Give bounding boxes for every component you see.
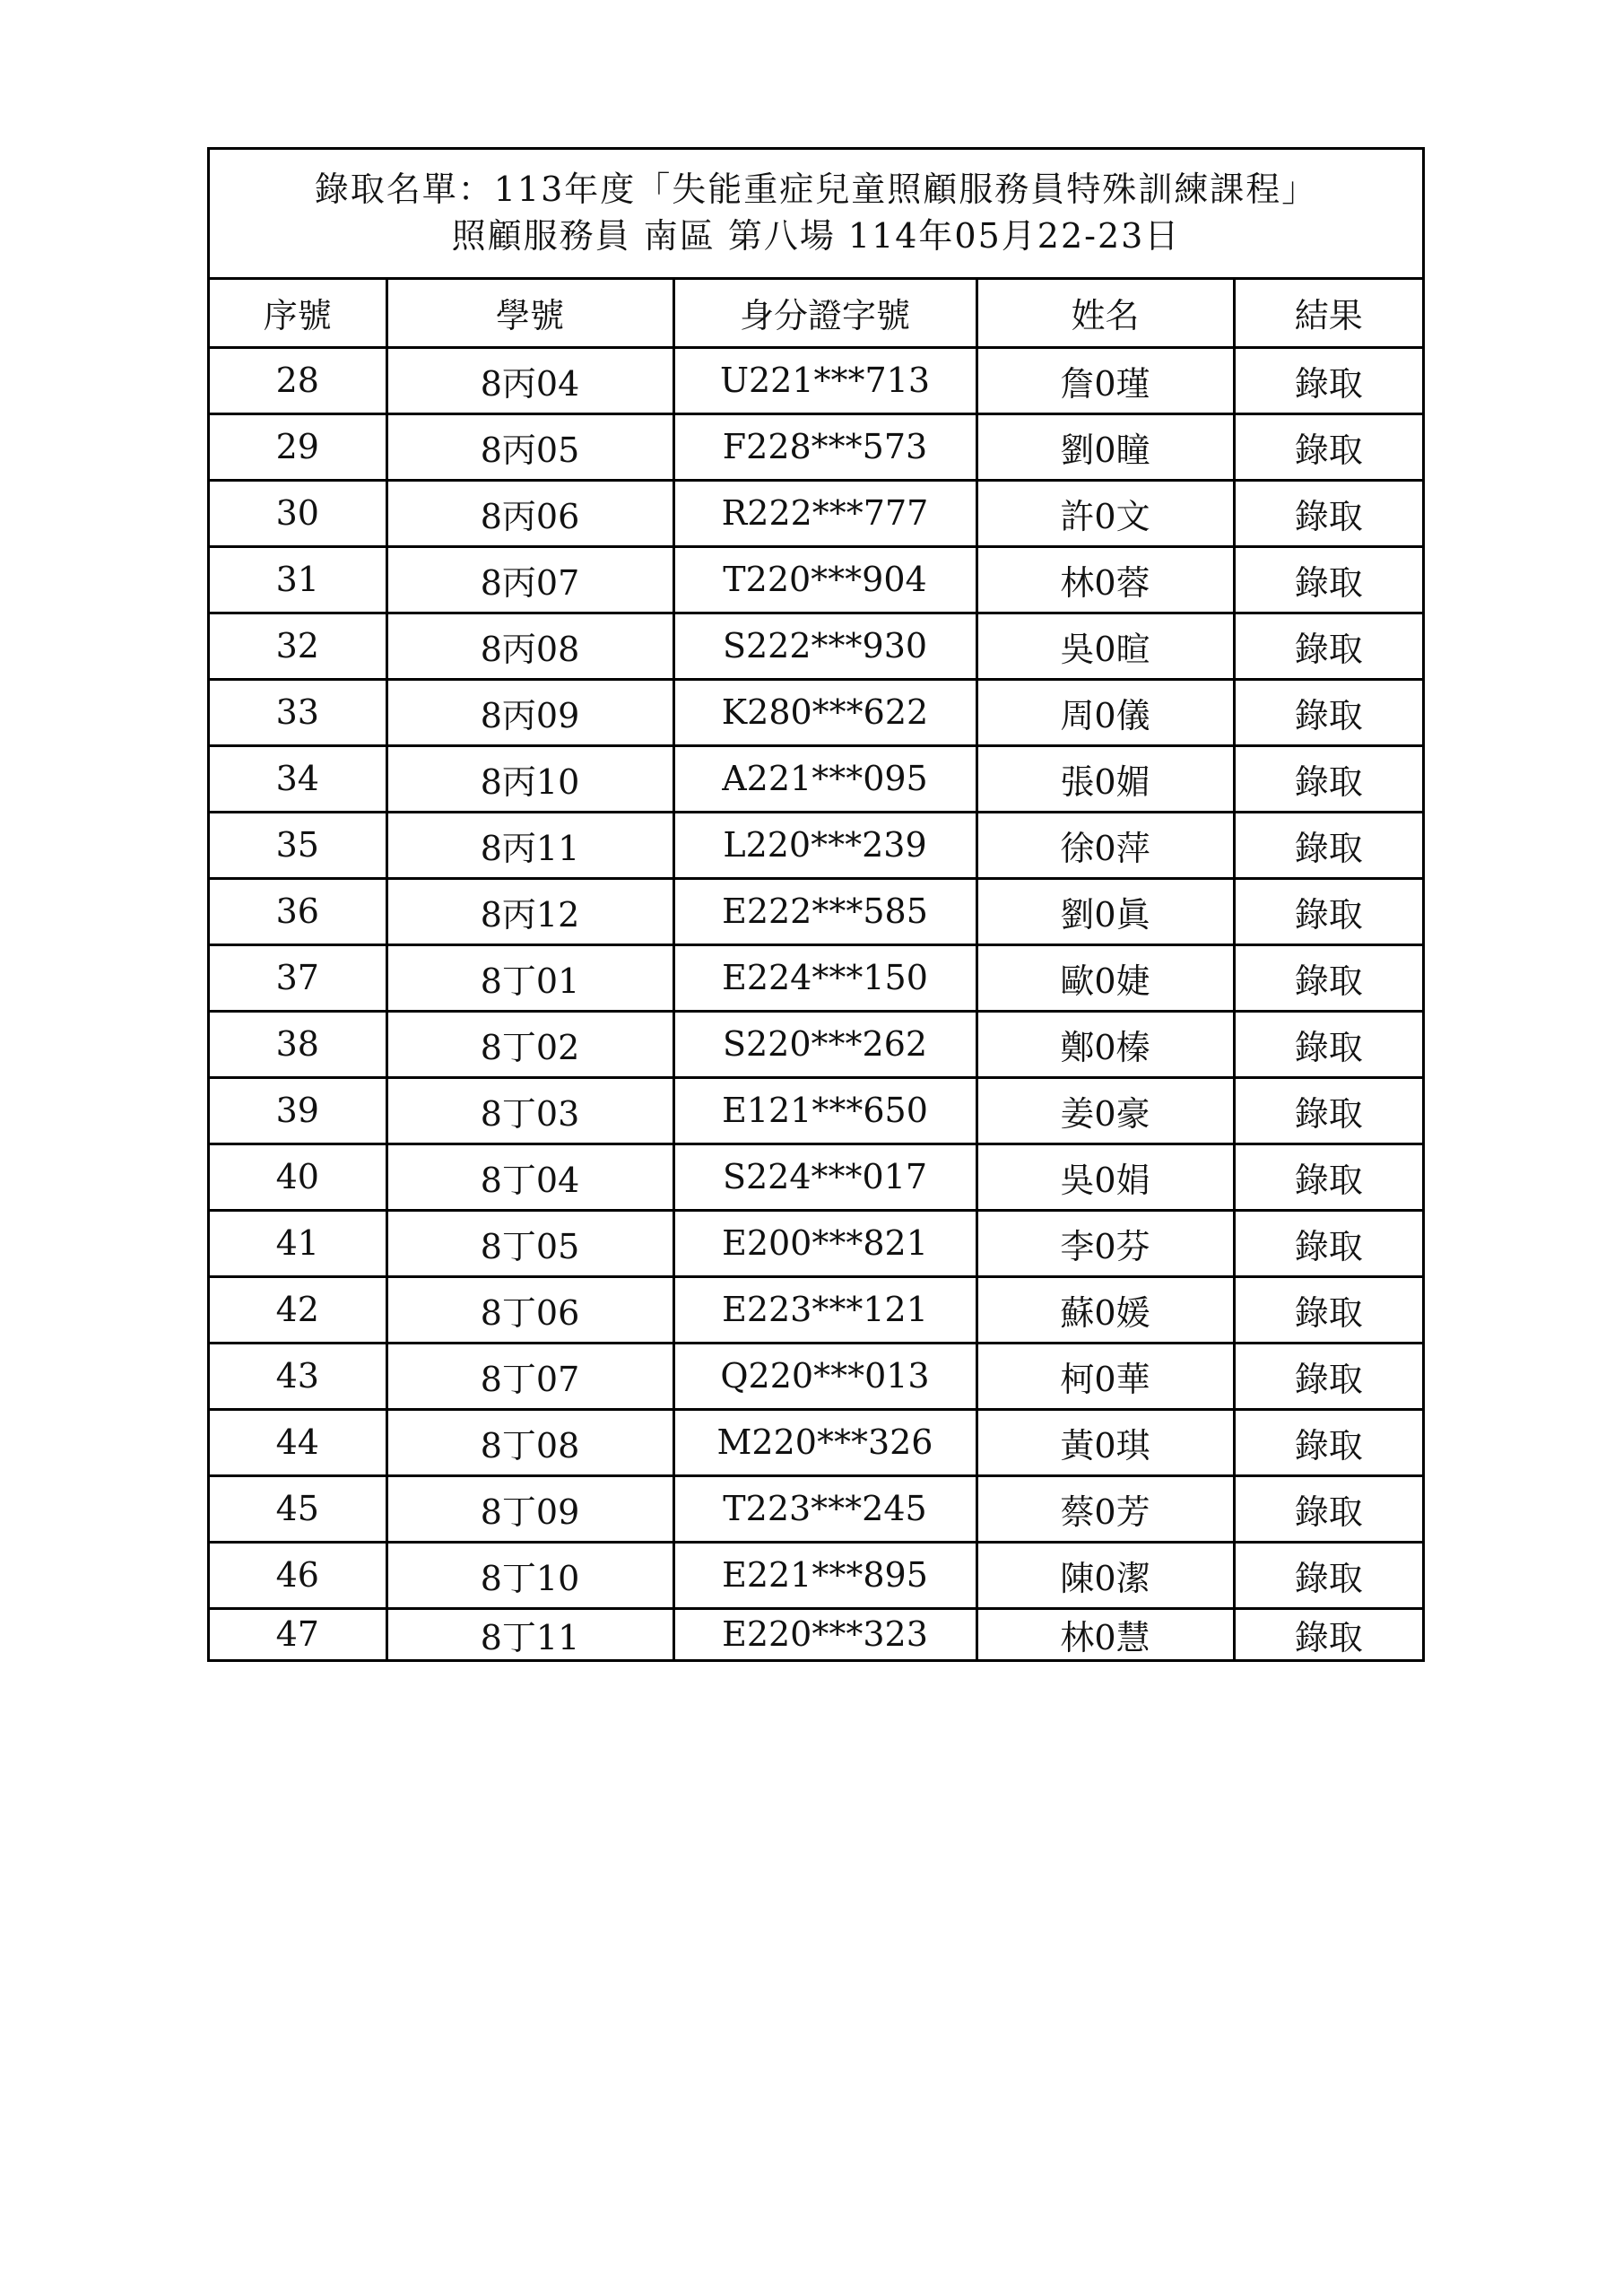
cell-name: 張0媚 (976, 745, 1234, 812)
table-row (210, 413, 1422, 480)
cell-id-no: A221***095 (673, 745, 976, 812)
cell-id-no: T220***904 (673, 546, 976, 613)
table-row (210, 1409, 1422, 1475)
cell-name: 姜0豪 (976, 1077, 1234, 1144)
cell-id-no: M220***326 (673, 1409, 976, 1475)
cell-student-no: 8丁06 (386, 1276, 673, 1343)
cell-result: 錄取 (1234, 1144, 1422, 1210)
cell-student-no: 8丁01 (386, 944, 673, 1011)
table-row (210, 1475, 1422, 1542)
table-row (210, 1276, 1422, 1343)
cell-seq: 43 (210, 1343, 386, 1409)
cell-id-no: E200***821 (673, 1210, 976, 1276)
cell-id-no: E121***650 (673, 1077, 976, 1144)
cell-id-no: E221***895 (673, 1542, 976, 1608)
table-row (210, 347, 1422, 413)
header-result: 結果 (1234, 280, 1422, 347)
cell-result: 錄取 (1234, 1542, 1422, 1608)
cell-result: 錄取 (1234, 480, 1422, 546)
table-row (210, 679, 1422, 745)
cell-result: 錄取 (1234, 613, 1422, 679)
cell-student-no: 8丁03 (386, 1077, 673, 1144)
cell-result: 錄取 (1234, 1475, 1422, 1542)
table-row (210, 1077, 1422, 1144)
cell-result: 錄取 (1234, 347, 1422, 413)
cell-student-no: 8丙09 (386, 679, 673, 745)
cell-student-no: 8丁09 (386, 1475, 673, 1542)
cell-id-no: Q220***013 (673, 1343, 976, 1409)
admission-list-sheet (207, 147, 1425, 1662)
cell-result: 錄取 (1234, 812, 1422, 878)
document-subtitle: 照顧服務員 南區 第八場 114年05月22-23日 (451, 216, 1181, 256)
cell-result: 錄取 (1234, 1210, 1422, 1276)
table-row (210, 1210, 1422, 1276)
table-row (210, 1608, 1422, 1659)
cell-result: 錄取 (1234, 1343, 1422, 1409)
table-row (210, 546, 1422, 613)
cell-name: 許0文 (976, 480, 1234, 546)
cell-seq: 30 (210, 480, 386, 546)
cell-seq: 41 (210, 1210, 386, 1276)
cell-result: 錄取 (1234, 546, 1422, 613)
cell-result: 錄取 (1234, 1077, 1422, 1144)
cell-student-no: 8丙08 (386, 613, 673, 679)
cell-seq: 33 (210, 679, 386, 745)
cell-result: 錄取 (1234, 1011, 1422, 1077)
cell-id-no: L220***239 (673, 812, 976, 878)
cell-student-no: 8丁11 (386, 1608, 673, 1659)
header-student-no: 學號 (386, 280, 673, 347)
cell-id-no: S222***930 (673, 613, 976, 679)
header-name: 姓名 (976, 280, 1234, 347)
cell-name: 黃0琪 (976, 1409, 1234, 1475)
cell-id-no: E224***150 (673, 944, 976, 1011)
table-row (210, 812, 1422, 878)
cell-student-no: 8丙07 (386, 546, 673, 613)
cell-seq: 36 (210, 878, 386, 944)
cell-seq: 32 (210, 613, 386, 679)
cell-name: 劉0眞 (976, 878, 1234, 944)
cell-name: 李0芬 (976, 1210, 1234, 1276)
cell-seq: 31 (210, 546, 386, 613)
cell-seq: 47 (210, 1608, 386, 1659)
cell-name: 歐0婕 (976, 944, 1234, 1011)
table-row (210, 1011, 1422, 1077)
cell-seq: 34 (210, 745, 386, 812)
table-row (210, 944, 1422, 1011)
cell-student-no: 8丙12 (386, 878, 673, 944)
header-id-no: 身分證字號 (673, 280, 976, 347)
cell-name: 蘇0媛 (976, 1276, 1234, 1343)
cell-name: 林0慧 (976, 1608, 1234, 1659)
cell-result: 錄取 (1234, 413, 1422, 480)
cell-name: 吳0暄 (976, 613, 1234, 679)
cell-name: 徐0萍 (976, 812, 1234, 878)
table-row (210, 1144, 1422, 1210)
cell-student-no: 8丙11 (386, 812, 673, 878)
cell-name: 蔡0芳 (976, 1475, 1234, 1542)
cell-student-no: 8丙04 (386, 347, 673, 413)
table-row (210, 613, 1422, 679)
cell-id-no: E223***121 (673, 1276, 976, 1343)
cell-seq: 29 (210, 413, 386, 480)
cell-result: 錄取 (1234, 944, 1422, 1011)
cell-student-no: 8丙05 (386, 413, 673, 480)
cell-student-no: 8丙06 (386, 480, 673, 546)
cell-seq: 38 (210, 1011, 386, 1077)
cell-result: 錄取 (1234, 745, 1422, 812)
cell-name: 柯0華 (976, 1343, 1234, 1409)
table-row (210, 1343, 1422, 1409)
admission-table (210, 280, 1422, 1659)
cell-student-no: 8丁04 (386, 1144, 673, 1210)
cell-student-no: 8丁07 (386, 1343, 673, 1409)
cell-id-no: S224***017 (673, 1144, 976, 1210)
cell-seq: 42 (210, 1276, 386, 1343)
cell-seq: 44 (210, 1409, 386, 1475)
cell-student-no: 8丁02 (386, 1011, 673, 1077)
table-row (210, 878, 1422, 944)
table-row (210, 745, 1422, 812)
cell-name: 鄭0榛 (976, 1011, 1234, 1077)
cell-name: 吳0娟 (976, 1144, 1234, 1210)
table-header-row (210, 280, 1422, 347)
cell-result: 錄取 (1234, 1608, 1422, 1659)
cell-id-no: U221***713 (673, 347, 976, 413)
cell-result: 錄取 (1234, 1409, 1422, 1475)
cell-id-no: K280***622 (673, 679, 976, 745)
cell-name: 劉0瞳 (976, 413, 1234, 480)
cell-id-no: S220***262 (673, 1011, 976, 1077)
cell-seq: 28 (210, 347, 386, 413)
cell-id-no: T223***245 (673, 1475, 976, 1542)
cell-result: 錄取 (1234, 1276, 1422, 1343)
cell-student-no: 8丁05 (386, 1210, 673, 1276)
table-row (210, 480, 1422, 546)
cell-result: 錄取 (1234, 679, 1422, 745)
header-seq: 序號 (210, 280, 386, 347)
cell-result: 錄取 (1234, 878, 1422, 944)
cell-name: 周0儀 (976, 679, 1234, 745)
cell-id-no: R222***777 (673, 480, 976, 546)
cell-name: 林0蓉 (976, 546, 1234, 613)
cell-id-no: F228***573 (673, 413, 976, 480)
cell-name: 詹0瑾 (976, 347, 1234, 413)
cell-id-no: E222***585 (673, 878, 976, 944)
cell-name: 陳0潔 (976, 1542, 1234, 1608)
cell-id-no: E220***323 (673, 1608, 976, 1659)
document-title: 錄取名單：113年度「失能重症兒童照顧服務員特殊訓練課程」 (314, 170, 1318, 209)
cell-seq: 40 (210, 1144, 386, 1210)
title-block (210, 150, 1422, 280)
cell-seq: 45 (210, 1475, 386, 1542)
cell-seq: 35 (210, 812, 386, 878)
cell-student-no: 8丁10 (386, 1542, 673, 1608)
table-row (210, 1542, 1422, 1608)
cell-student-no: 8丁08 (386, 1409, 673, 1475)
cell-seq: 46 (210, 1542, 386, 1608)
cell-seq: 37 (210, 944, 386, 1011)
cell-seq: 39 (210, 1077, 386, 1144)
cell-student-no: 8丙10 (386, 745, 673, 812)
